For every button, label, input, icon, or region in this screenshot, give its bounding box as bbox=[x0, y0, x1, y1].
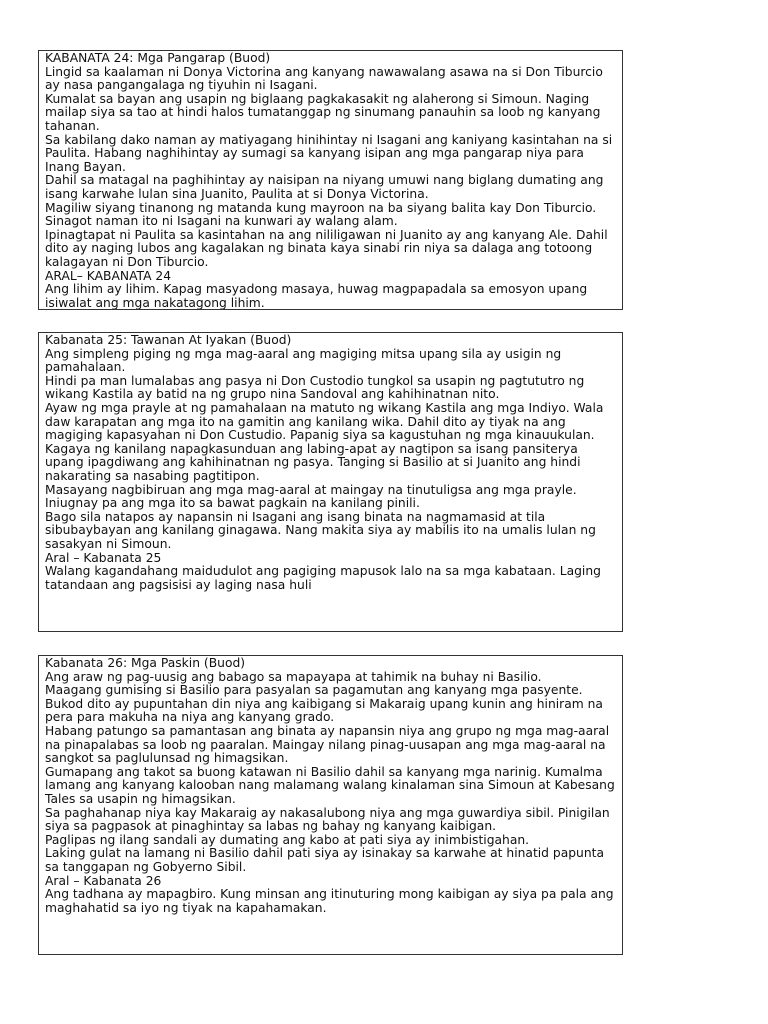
chapter-25-summary-box bbox=[38, 332, 623, 632]
paragraph: Dahil sa matagal na paghihintay ay naisipan na niyang umuwi nang biglang dumating ang isang karwahe lulan sina Juanito, Paulita at si Donya Victorina. bbox=[45, 173, 604, 201]
chapter-title: Kabanata 25: Tawanan At Iyakan (Buod) bbox=[45, 333, 292, 347]
paragraph: Maagang gumising si Basilio para pasyalan sa pagamutan ang kanyang mga pasyente. Bukod dito ay pupuntahan din niya ang kaibigang si Makaraig upang kunin ang hiniram na pera para makuha na niya ang kanyang grado. bbox=[45, 683, 603, 725]
chapter-24-summary-box bbox=[38, 50, 623, 310]
aral-text: Ang tadhana ay mapagbiro. Kung minsan ang itinuturing mong kaibigan ay siya pa pala ang maghahatid sa iyo ng tiyak na kapahamakan. bbox=[45, 887, 614, 915]
paragraph: Ayaw ng mga prayle at ng pamahalaan na matuto ng wikang Kastila ang mga Indiyo. Wala daw karapatan ang mga ito na gamitin ang kanilang wika. Dahil dito ay tiyak na ang magiging kapasyahan ni Don Custudio. Papanig siya sa kagustuhan ng mga kinauukulan. bbox=[45, 400, 604, 443]
paragraph: Paglipas ng ilang sandali ay dumating ang kabo at pati siya ay inimbistigahan. bbox=[45, 832, 530, 847]
aral-text: Walang kagandahang maidudulot ang pagiging mapusok lalo na sa mga kabataan. Laging tatandaan ang pagsisisi ay laging nasa huli bbox=[45, 564, 601, 592]
aral-heading: Aral – Kabanata 25 bbox=[45, 550, 162, 565]
paragraph: Lingid sa kaalaman ni Donya Victorina ang kanyang nawawalang asawa na si Don Tiburcio ay nasa pangangalaga ng tiyuhin ni Isagani. bbox=[45, 64, 603, 93]
paragraph: Sa paghahanap niya kay Makaraig ay nakasalubong niya ang mga guwardiya sibil. Pinigilan siya sa pagpasok at pinaghintay sa labas ng bahay ng kanyang kaibigan. bbox=[45, 805, 610, 834]
chapter-title: Kabanata 26: Mga Paskin (Buod) bbox=[45, 656, 246, 670]
paragraph: Habang patungo sa pamantasan ang binata ay napansin niya ang grupo ng mga mag-aaral na pinapalabas sa loob ng paaralan. Maingay nilang pinag-uusapan ang mga mag-aaral na sangkot sa paglulunsad ng himagsikan. bbox=[45, 723, 610, 766]
paragraph: Ang araw ng pag-uusig ang babago sa mapayapa at tahimik na buhay ni Basilio. bbox=[45, 669, 542, 684]
aral-heading: Aral – Kabanata 26 bbox=[45, 873, 162, 888]
chapter-26-summary-box bbox=[38, 655, 623, 955]
paragraph: Masayang nagbibiruan ang mga mag-aaral at maingay na tinutuligsa ang mga prayle. Iniugnay pa ang mga ito sa bawat pagkain na kanilang pinili. bbox=[45, 482, 577, 511]
chapter-title: KABANATA 24: Mga Pangarap (Buod) bbox=[45, 51, 271, 65]
paragraph: Gumapang ang takot sa buong katawan ni Basilio dahil sa kanyang mga narinig. Kumalma lamang ang kanyang kalooban nang malamang walang kinalaman sina Simoun at Kabesang Tales sa usapin ng himagsikan. bbox=[45, 764, 615, 806]
paragraph: Ipinagtapat ni Paulita sa kasintahan na ang nililigawan ni Juanito ay ang kanyang Ale. Dahil dito ay naging lubos ang kagalakan ng binata kaya sinabi rin niya sa dalaga ang totoong kalagayan ni Don Tiburcio. bbox=[45, 227, 608, 269]
paragraph: Ang simpleng piging ng mga mag-aaral ang magiging mitsa upang sila ay usigin ng pamahalaan. bbox=[45, 346, 562, 375]
paragraph: Laking gulat na lamang ni Basilio dahil pati siya ay isinakay sa karwahe at hinatid papunta sa tanggapan ng Gobyerno Sibil. bbox=[45, 846, 604, 874]
paragraph: Bago sila natapos ay napansin ni Isagani ang isang binata na nagmamasid at tila sibubaybayan ang kanilang ginagawa. Nang makita siya ay mabilis ito na umalis lulan ng sasakyan ni Simoun. bbox=[45, 509, 596, 551]
paragraph: Magiliw siyang tinanong ng matanda kung mayroon na ba siyang balita kay Don Tiburcio. Sinagot naman ito ni Isagani na kunwari ay walang alam. bbox=[45, 200, 597, 229]
paragraph: Sa kabilang dako naman ay matiyagang hinihintay ni Isagani ang kaniyang kasintahan na si Paulita. Habang naghihintay ay sumagi sa kanyang isipan ang mga pangarap niya para Inang Bayan. bbox=[45, 132, 613, 174]
aral-heading: ARAL– KABANATA 24 bbox=[45, 268, 172, 283]
paragraph: Kumalat sa bayan ang usapin ng biglaang pagkakasakit ng alaherong si Simoun. Naging mailap siya sa tao at hindi halos tumatanggap ng sinumang panauhin sa loob ng kanyang tahanan. bbox=[45, 91, 601, 133]
aral-text: Ang lihim ay lihim. Kapag masyadong masaya, huwag magpapadala sa emosyon upang isiwalat ang mga nakatagong lihim. bbox=[45, 282, 588, 310]
paragraph: Hindi pa man lumalabas ang pasya ni Don Custodio tungkol sa usapin ng pagtututro ng wikang Kastila ay batid na ng grupo nina Sandoval ang kahihinatnan nito. bbox=[45, 373, 585, 402]
paragraph: Kagaya ng kanilang napagkasunduan ang labing-apat ay nagtipon sa isang pansiterya upang ipagdiwang ang kahihinatnan ng pasya. Tanging si Basilio at si Juanito ang hindi nakarating sa nasabing pagtitipon. bbox=[45, 441, 581, 483]
